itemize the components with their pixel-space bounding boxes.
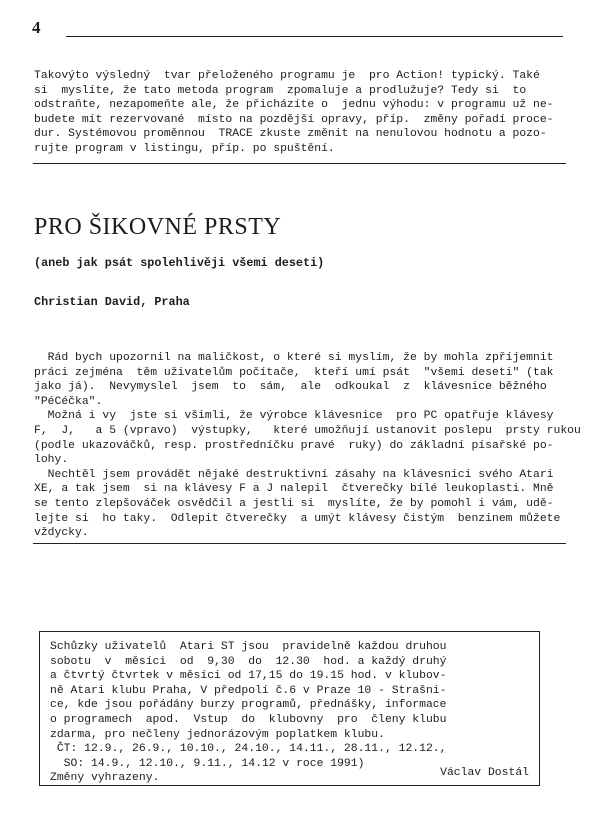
notice-line: ce, kde jsou pořádány burzy programů, přednášky, informace bbox=[50, 699, 447, 712]
notice-line: Změny vyhrazeny. bbox=[50, 772, 160, 785]
article-line: Možná i vy jste si všimli, že výrobce klávesnice pro PC opatřuje klávesy bbox=[34, 410, 554, 423]
notice-line: Schůzky uživatelů Atari ST jsou pravidelně každou druhou bbox=[50, 641, 447, 653]
article-line: F, J, a 5 (vpravo) výstupky, které umožňují ustanovit poslepu prsty rukou bbox=[34, 424, 581, 437]
notice-signature: Václav Dostál bbox=[440, 767, 529, 779]
intro-line: dur. Systémovou proměnnou TRACE zkuste změnit na nenulovou hodnotu a pozo- bbox=[34, 128, 547, 141]
notice-line: a čtvrtý čtvrtek v měsíci od 17,15 do 19.15 hod. v klubov- bbox=[50, 670, 447, 683]
intro-line: budete mít rezervované místo na pozdější opravy, příp. změny pořadí proce- bbox=[34, 113, 554, 126]
article-line: lejte si ho taky. Odlepit čtverečky a umýt klávesy čistým benzinem můžete bbox=[34, 512, 561, 525]
notice-line: sobotu v měsíci od 9,30 do 12.30 hod. a každý druhý bbox=[50, 655, 447, 668]
intro-line: odstraňte, nezapomeňte ale, že přicházíte o jednu výhodu: v programu už ne- bbox=[34, 99, 554, 112]
club-notice-text bbox=[50, 640, 446, 786]
article-subtitle: (aneb jak psát spolehlivěji všemi deseti) bbox=[34, 256, 325, 270]
page-number: 4 bbox=[32, 18, 41, 37]
article-line: se tento zlepšováček osvědčil a jestli si myslíte, že by pomohl i vám, udě- bbox=[34, 497, 554, 510]
article-title: PRO ŠIKOVNÉ PRSTY bbox=[34, 214, 282, 240]
club-notice-box bbox=[39, 631, 540, 786]
article-line: (podle ukazováčků, resp. prostředníčku pravé ruky) do základní písařské po- bbox=[34, 439, 554, 452]
article-line: "PéCéčka". bbox=[34, 395, 103, 408]
notice-line: o programech apod. Vstup do klubovny pro členy klubu bbox=[50, 713, 447, 726]
intro-paragraph bbox=[34, 69, 554, 157]
article-body bbox=[34, 351, 581, 541]
intro-line: si myslíte, že tato metoda program zpomaluje a prodlužuje? Tedy si to bbox=[34, 84, 527, 97]
article-line: Nechtěl jsem provádět nějaké destruktivní zásahy na klávesnici svého Atari bbox=[34, 468, 554, 481]
notice-line: zdarma, pro nečleny jednorázovým poplatkem klubu. bbox=[50, 728, 385, 741]
article-line: Rád bych upozornil na maličkost, o které si myslím, že by mohla zpříjemnit bbox=[34, 352, 554, 364]
intro-line: rujte program v listingu, příp. po spuštění. bbox=[34, 142, 335, 155]
notice-line: ně Atari klubu Praha, V předpolí č.6 v Praze 10 - Strašni- bbox=[50, 684, 447, 697]
article-author: Christian David, Praha bbox=[34, 295, 190, 309]
article-line: XE, a tak jsem si na klávesy F a J nalepil čtverečky bílé leukoplasti. Mně bbox=[34, 483, 554, 496]
section-divider bbox=[33, 163, 566, 164]
article-line: práci zejména těm uživatelům počítače, kteří umí psát "všemi deseti" (tak bbox=[34, 366, 554, 379]
article-line: jako já). Nevymyslel jsem to sám, ale odkoukal z klávesnice běžného bbox=[34, 381, 547, 394]
article-line: vždycky. bbox=[34, 527, 89, 540]
notice-line: ČT: 12.9., 26.9., 10.10., 24.10., 14.11., 28.11., 12.12., bbox=[50, 743, 447, 756]
section-divider bbox=[33, 543, 566, 544]
header-rule bbox=[66, 36, 563, 37]
intro-line: Takovýto výsledný tvar přeloženého programu je pro Action! typický. Také bbox=[34, 70, 540, 82]
article-line: lohy. bbox=[34, 454, 69, 467]
notice-line: SO: 14.9., 12.10., 9.11., 14.12 v roce 1991) bbox=[50, 757, 365, 770]
